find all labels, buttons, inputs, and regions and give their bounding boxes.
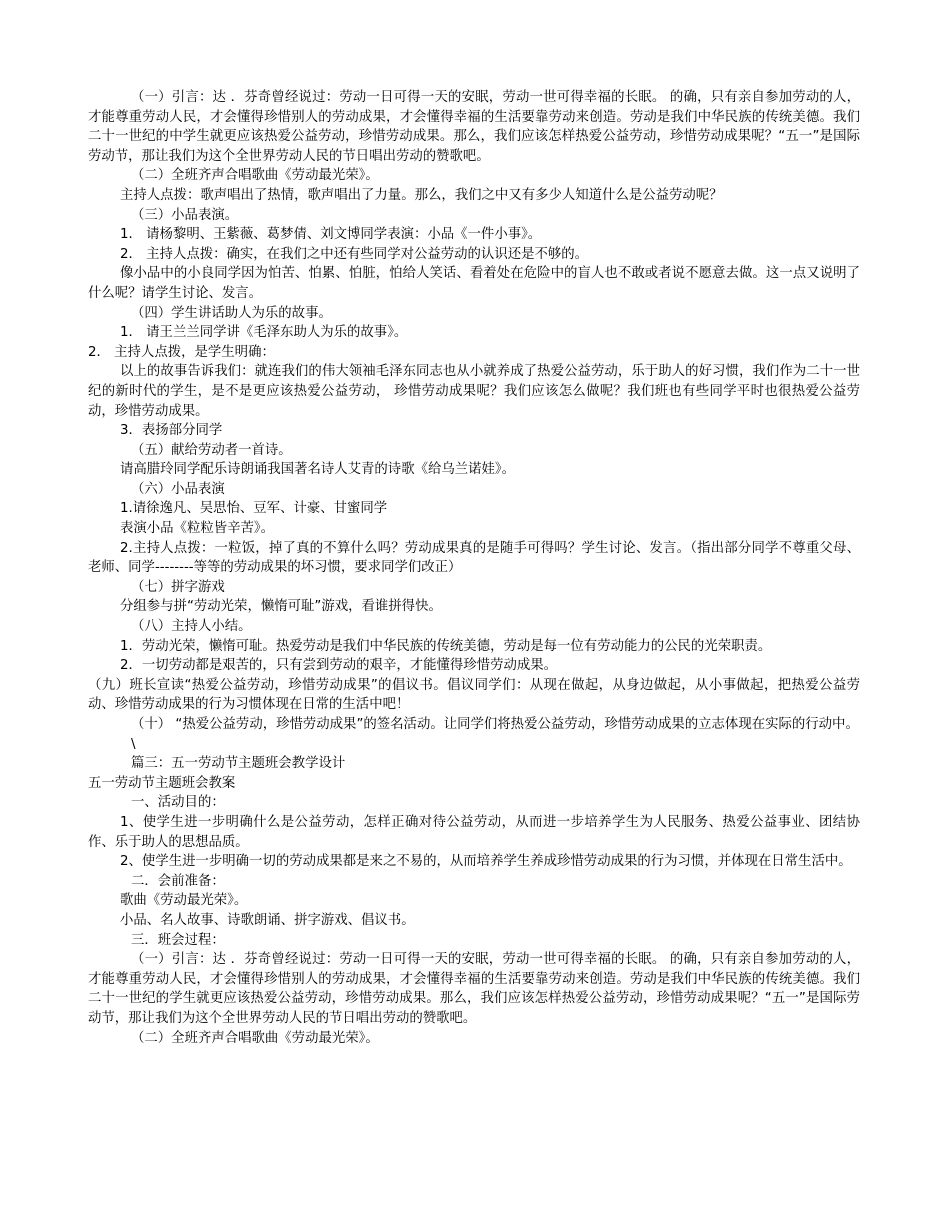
paragraph: （八）主持人小结。 <box>131 619 252 635</box>
paragraph: 1.请徐逸凡、吴思怡、豆军、计豪、甘蜜同学 <box>120 501 388 517</box>
paragraph: （七）拼字游戏 <box>131 579 225 595</box>
paragraph: 小品、名人故事、诗歌朗诵、拼字游戏、倡议书。 <box>120 912 415 928</box>
paragraph: 2、使学生进一步明确一切的劳动成果都是来之不易的，从而培养学生养成珍惜劳动成果的行为习惯，并体现在日常生活中。 <box>120 854 852 870</box>
paragraph: 主持人点拨：歌声唱出了热情，歌声唱出了力量。那么，我们之中又有多少人知道什么是公益劳动呢？ <box>120 187 723 203</box>
paragraph: 像小品中的小良同学因为怕苦、怕累、怕脏，怕给人笑话、看着处在危险中的盲人也不敢或者说不愿意去做。这一点又说明了什么呢？请学生讨论、发言。 <box>88 266 860 301</box>
paragraph: 三．班会过程： <box>131 932 225 948</box>
paragraph: （二）全班齐声合唱歌曲《劳动最光荣》。 <box>131 168 379 184</box>
paragraph: （三）小品表演。 <box>131 207 239 223</box>
paragraph: 表演小品《粒粒皆辛苦》。 <box>120 521 274 537</box>
paragraph: \ <box>131 736 136 752</box>
paragraph: 2.主持人点拨：一粒饭，掉了真的不算什么吗？劳动成果真的是随手可得吗？学生讨论、发言。（指出部分同学不尊重父母、老师、同学--------等等的劳动成果的坏习惯，要求同学们改正） <box>88 540 860 576</box>
paragraph: 1． 请杨黎明、王紫薇、葛梦倩、刘文博同学表演：小品《一件小事》。 <box>120 227 542 243</box>
paragraph: 2．一切劳动都是艰苦的，只有尝到劳动的艰辛，才能懂得珍惜劳动成果。 <box>120 658 558 674</box>
paragraph: 五一劳动节主题班会教案 <box>88 775 236 791</box>
paragraph: 一、活动目的： <box>131 795 225 811</box>
paragraph: （一）引言：达 ．芬奇曾经说过：劳动一日可得一天的安眠，劳动一世可得幸福的长眠。 的确，只有亲自参加劳动的人，才能尊重劳动人民，才会懂得珍惜别人的劳动成果，才会懂得幸福的生活要靠劳动来创造。劳动是我们中华民族的传统美德。我们二十一世纪的中学生就更应该热爱公益劳动，珍惜劳动成果。那么，我们应该怎样热爱公益劳动，珍惜劳动成果呢？“五一”是国际劳动节，那让我们为这个全世界劳动人民的节日唱出劳动的赞歌吧。 <box>88 90 860 164</box>
paragraph: 3．表扬部分同学 <box>120 423 223 439</box>
paragraph: 2． 主持人点拨，是学生明确： <box>88 344 275 360</box>
paragraph: 分组参与拼“劳动光荣，懒惰可耻”游戏，看谁拼得快。 <box>120 599 442 615</box>
paragraph: 请高腊玲同学配乐诗朗诵我国著名诗人艾青的诗歌《给乌兰诺娃》。 <box>120 462 516 478</box>
paragraph: 以上的故事告诉我们：就连我们的伟大领袖毛泽东同志也从小就养成了热爱公益劳动，乐于助人的好习惯，我们作为二十一世纪的新时代的学生，是不是更应该热爱公益劳动， 珍惜劳动成果呢？我们应该怎么做呢？我们班也有些同学平时也很热爱公益劳动，珍惜劳动成果。 <box>88 364 860 419</box>
paragraph: （五）献给劳动者一首诗。 <box>131 442 292 458</box>
paragraph: 1、使学生进一步明确什么是公益劳动，怎样正确对待公益劳动，从而进一步培养学生为人民服务、热爱公益事业、团结协作、乐于助人的思想品质。 <box>88 814 860 850</box>
document-body <box>88 88 860 1048</box>
paragraph: （一）引言：达 ．芬奇曾经说过：劳动一日可得一天的安眠，劳动一世可得幸福的长眠。 的确，只有亲自参加劳动的人，才能尊重劳动人民，才会懂得珍惜别人的劳动成果，才会懂得幸福的生活要靠劳动来创造。劳动是我们中华民族的传统美德。我们二十一世纪的学生就更应该热爱公益劳动，珍惜劳动成果。那么，我们应该怎样热爱公益劳动，珍惜劳动成果呢？“五一”是国际劳动节，那让我们为这个全世界劳动人民的节日唱出劳动的赞歌吧。 <box>88 952 860 1026</box>
paragraph: 二．会前准备： <box>131 873 225 889</box>
paragraph: （四）学生讲话助人为乐的故事。 <box>131 305 332 321</box>
paragraph: 歌曲《劳动最光荣》。 <box>120 893 248 909</box>
paragraph: （十） “热爱公益劳动，珍惜劳动成果”的签名活动。让同学们将热爱公益劳动，珍惜劳动成果的立志体现在实际的行动中。 <box>131 717 859 732</box>
paragraph: （九）班长宣读“热爱公益劳动，珍惜劳动成果”的倡议书。倡议同学们：从现在做起，从身边做起，从小事做起，把热爱公益劳动、珍惜劳动成果的行为习惯体现在日常的生活中吧！ <box>88 677 860 713</box>
paragraph: （六）小品表演 <box>131 481 225 497</box>
paragraph: （二）全班齐声合唱歌曲《劳动最光荣》。 <box>131 1030 379 1046</box>
paragraph: 1．劳动光荣，懒惰可耻。热爱劳动是我们中华民族的传统美德，劳动是每一位有劳动能力的公民的光荣职责。 <box>120 638 772 654</box>
paragraph: 篇三：五一劳动节主题班会教学设计 <box>131 756 346 772</box>
paragraph: 2． 主持人点拨：确实，在我们之中还有些同学对公益劳动的认识还是不够的。 <box>120 246 589 262</box>
paragraph: 1． 请王兰兰同学讲《毛泽东助人为乐的故事》。 <box>120 325 408 341</box>
